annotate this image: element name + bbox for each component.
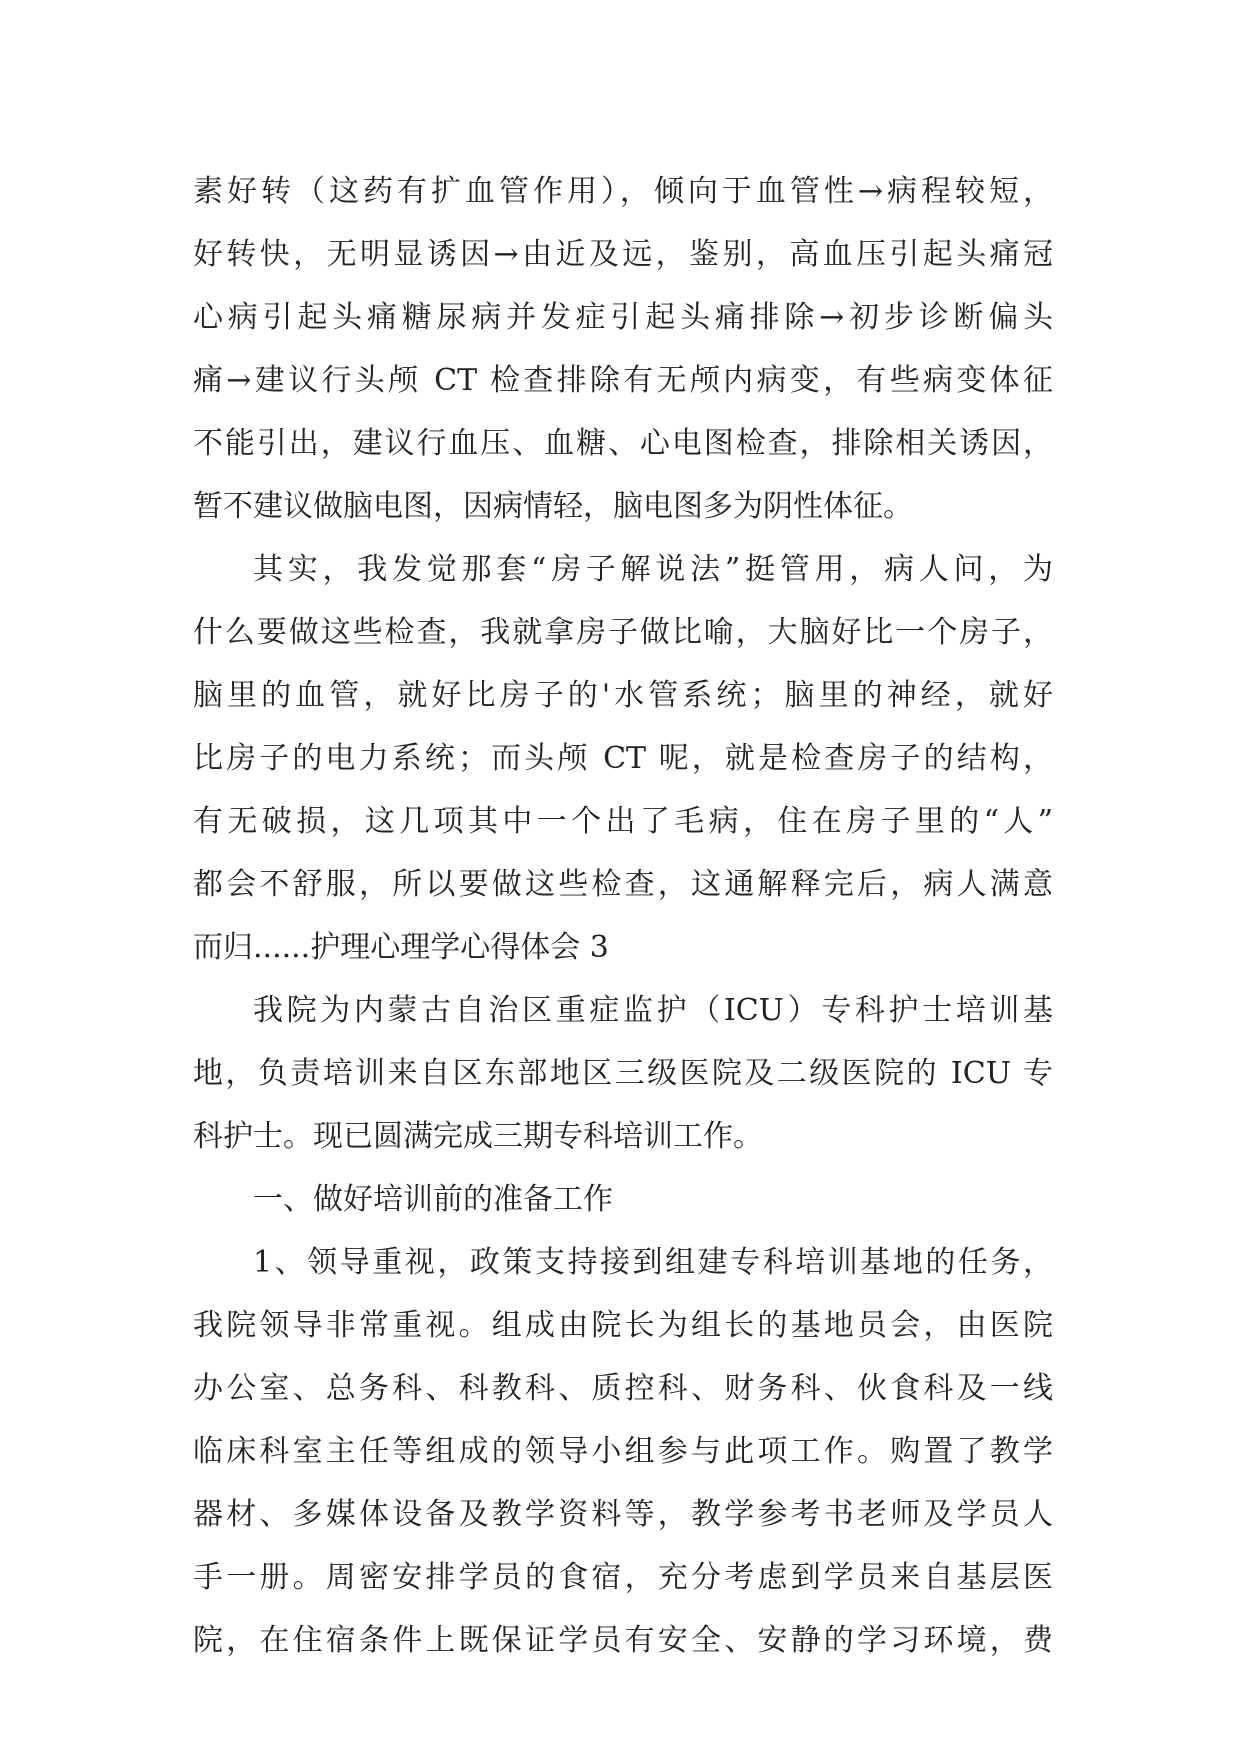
text-line: 我院为内蒙古自治区重症监护（ICU）专科护士培训基	[253, 993, 1053, 1028]
text-line: 痛→建议行头颅 CT 检查排除有无颅内病变，有些病变体征	[193, 363, 1053, 398]
text-line: 科护士。现已圆满完成三期专科培训工作。	[193, 1119, 763, 1154]
text-line: 办公室、总务科、科教科、质控科、财务科、伙食科及一线	[193, 1371, 1053, 1406]
text-line: 器材、多媒体设备及教学资料等，教学参考书老师及学员人	[193, 1497, 1053, 1532]
text-line: 有无破损，这几项其中一个出了毛病，住在房子里的“人”	[193, 804, 1053, 839]
text-line: 比房子的电力系统；而头颅 CT 呢，就是检查房子的结构，	[193, 741, 1053, 776]
text-line: 我院领导非常重视。组成由院长为组长的基地员会，由医院	[193, 1308, 1053, 1343]
text-line: 院，在住宿条件上既保证学员有安全、安静的学习环境，费	[193, 1623, 1053, 1658]
text-line: 临床科室主任等组成的领导小组参与此项工作。购置了教学	[193, 1434, 1053, 1469]
text-line: 一、做好培训前的准备工作	[253, 1182, 613, 1217]
text-line: 脑里的血管，就好比房子的'水管系统；脑里的神经，就好	[193, 678, 1053, 713]
text-line: 地，负责培训来自区东部地区三级医院及二级医院的 ICU 专	[193, 1056, 1053, 1091]
text-line: 好转快，无明显诱因→由近及远，鉴别，高血压引起头痛冠	[193, 237, 1053, 272]
text-line: 1、领导重视，政策支持接到组建专科培训基地的任务，	[253, 1245, 1053, 1280]
text-line: 什么要做这些检查，我就拿房子做比喻，大脑好比一个房子，	[193, 615, 1053, 650]
text-line: 手一册。周密安排学员的食宿，充分考虑到学员来自基层医	[193, 1560, 1053, 1595]
text-line: 不能引出，建议行血压、血糖、心电图检查，排除相关诱因，	[193, 426, 1053, 461]
text-line: 暂不建议做脑电图，因病情轻，脑电图多为阴性体征。	[193, 489, 913, 524]
text-line: 素好转（这药有扩血管作用），倾向于血管性→病程较短，	[193, 174, 1053, 209]
text-line: 都会不舒服，所以要做这些检查，这通解释完后，病人满意	[193, 867, 1053, 902]
text-line: 其实，我发觉那套“房子解说法”挺管用，病人问，为	[253, 552, 1053, 587]
text-line: 而归......护理心理学心得体会 3	[193, 930, 609, 965]
document-body	[193, 160, 1053, 1672]
text-line: 心病引起头痛糖尿病并发症引起头痛排除→初步诊断偏头	[193, 300, 1053, 335]
